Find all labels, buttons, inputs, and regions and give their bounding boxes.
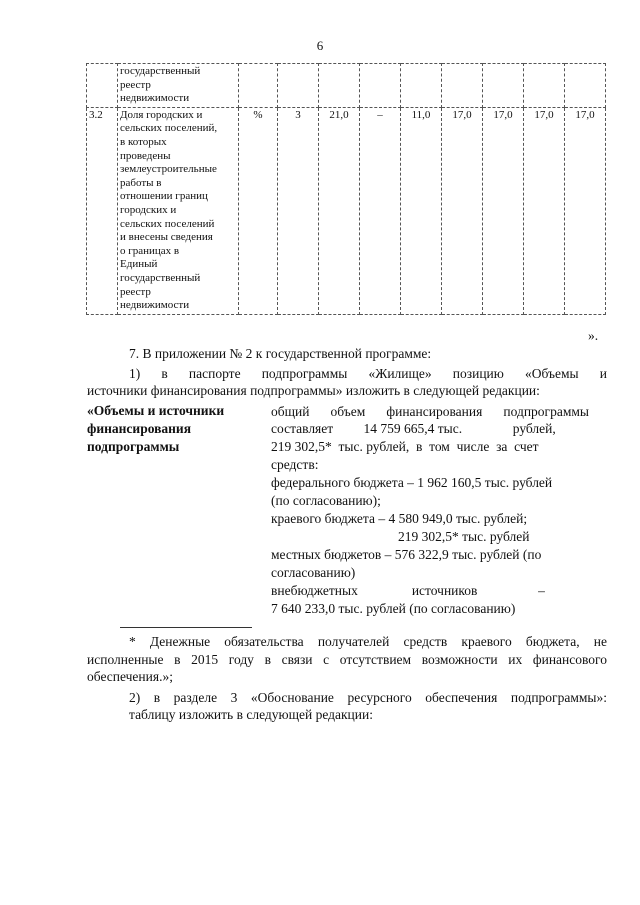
cell-value: 17,0 bbox=[442, 107, 483, 314]
passport-line: составляет 14 759 665,4 тыс. рублей, bbox=[271, 421, 556, 436]
passport-line: средств: bbox=[271, 457, 319, 472]
footnote-line: * Денежные обязательства получателей средств краевого бюджета, не bbox=[129, 634, 607, 649]
name-line: реестр bbox=[120, 285, 151, 298]
name-line: реестр bbox=[120, 78, 151, 91]
name-line: государственный bbox=[120, 65, 201, 77]
cell-num: 3.2 bbox=[87, 107, 118, 314]
paragraph-7-1-line1: 1) в паспорте подпрограммы «Жилище» позицию «Объемы и bbox=[129, 366, 607, 381]
name-line: проведены bbox=[120, 149, 171, 162]
name-line: в которых bbox=[120, 135, 167, 148]
cell-value bbox=[360, 64, 401, 108]
passport-line: местных бюджетов – 576 322,9 тыс. рублей (по bbox=[271, 547, 542, 562]
passport-line: 219 302,5* тыс. рублей bbox=[398, 529, 530, 544]
cell-unit: % bbox=[239, 107, 278, 314]
paragraph-2-line1: 2) в разделе 3 «Обоснование ресурсного обеспечения подпрограммы»: bbox=[129, 690, 607, 705]
cell-value bbox=[565, 64, 606, 108]
passport-line: общий объем финансирования подпрограммы bbox=[271, 404, 589, 419]
table-row-prev bbox=[87, 64, 606, 108]
page-number: 6 bbox=[316, 38, 324, 53]
cell-value: 3 bbox=[278, 107, 319, 314]
passport-label-line: «Объемы и источники bbox=[87, 403, 225, 418]
name-line: недвижимости bbox=[120, 92, 190, 105]
cell-num bbox=[87, 64, 118, 108]
cell-value bbox=[442, 64, 483, 108]
name-line: сельских поселений bbox=[120, 217, 215, 230]
name-line: сельских поселений, bbox=[120, 122, 218, 135]
cell-value bbox=[319, 64, 360, 108]
passport-line: краевого бюджета – 4 580 949,0 тыс. рублей; bbox=[271, 511, 528, 526]
name-line: Доля городских и bbox=[120, 108, 203, 121]
passport-label-line: подпрограммы bbox=[87, 439, 180, 454]
paragraph-2-line2: таблицу изложить в следующей редакции: bbox=[129, 707, 373, 722]
cell-value: 11,0 bbox=[401, 107, 442, 314]
name-line: работы в bbox=[120, 176, 162, 189]
cell-value bbox=[401, 64, 442, 108]
name-line: землеустроительные bbox=[120, 163, 217, 176]
cell-value: 17,0 bbox=[565, 107, 606, 314]
passport-label-line: финансирования bbox=[87, 421, 192, 436]
footnote-line: обеспечения.»; bbox=[87, 669, 173, 684]
cell-value: 17,0 bbox=[524, 107, 565, 314]
name-line: о границах в bbox=[120, 244, 180, 257]
footnote-line: исполненные в 2015 году в связи с отсутствием возможности их финансового bbox=[87, 652, 607, 667]
name-line: отношении границ bbox=[120, 190, 208, 203]
name-line: государственный bbox=[120, 271, 201, 284]
passport-line: согласованию) bbox=[271, 565, 356, 580]
table-close-quote: ». bbox=[588, 328, 599, 343]
passport-line: (по согласованию); bbox=[271, 493, 381, 508]
name-line: Единый bbox=[120, 258, 158, 271]
name-line: недвижимости bbox=[120, 299, 190, 312]
name-line: и внесены сведения bbox=[120, 231, 213, 244]
indicator-table bbox=[86, 63, 606, 315]
passport-line: внебюджетных источников – bbox=[271, 583, 545, 598]
name-line: городских и bbox=[120, 203, 177, 216]
cell-value bbox=[278, 64, 319, 108]
cell-value: 17,0 bbox=[483, 107, 524, 314]
cell-value: – bbox=[360, 107, 401, 314]
cell-value: 21,0 bbox=[319, 107, 360, 314]
cell-value bbox=[483, 64, 524, 108]
paragraph-7: 7. В приложении № 2 к государственной программе: bbox=[129, 346, 432, 361]
passport-line: 219 302,5* тыс. рублей, в том числе за счет bbox=[271, 439, 539, 454]
table-row-3-2 bbox=[87, 107, 606, 314]
passport-line: федерального бюджета – 1 962 160,5 тыс. рублей bbox=[271, 475, 553, 490]
cell-unit bbox=[239, 64, 278, 108]
cell-name bbox=[118, 64, 239, 108]
cell-name bbox=[118, 107, 239, 314]
footnote-separator bbox=[120, 627, 252, 628]
cell-value bbox=[524, 64, 565, 108]
paragraph-7-1-line2: источники финансирования подпрограммы» изложить в следующей редакции: bbox=[87, 383, 540, 398]
passport-line: 7 640 233,0 тыс. рублей (по согласованию) bbox=[271, 601, 516, 616]
